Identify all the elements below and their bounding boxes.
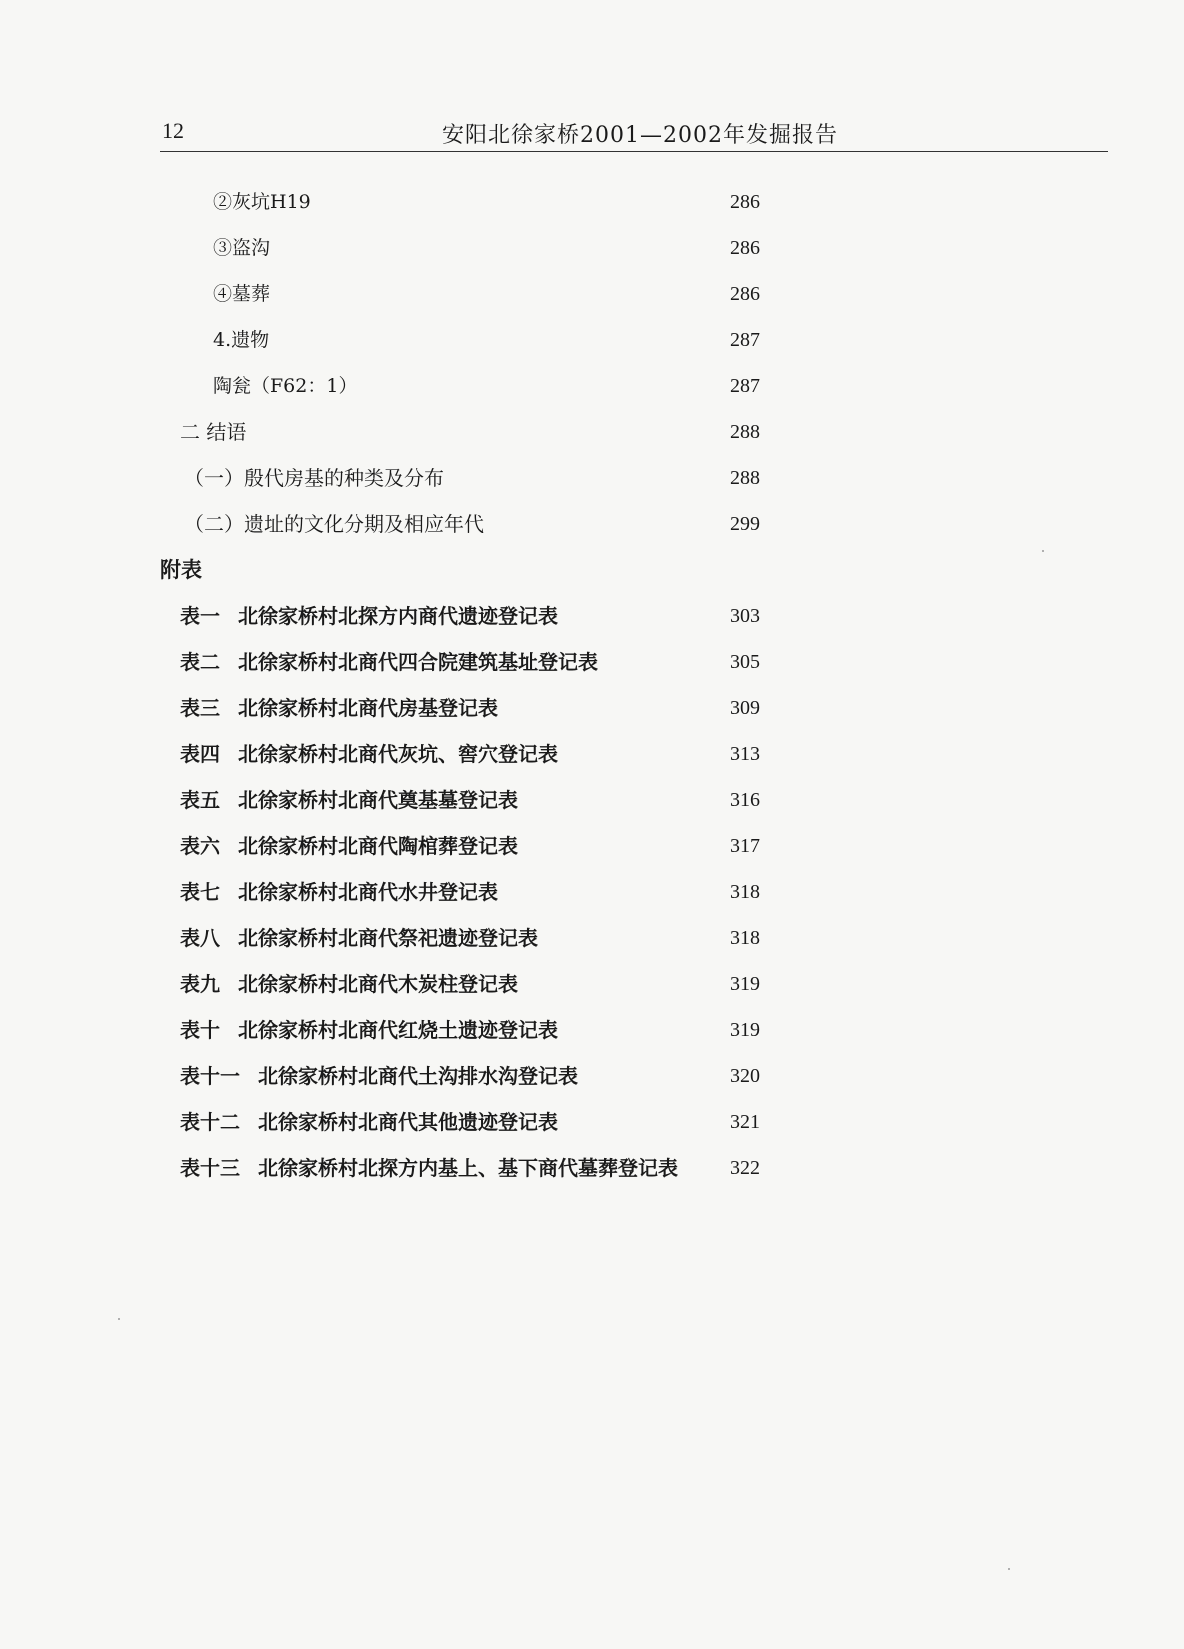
toc-entry-page: 286 xyxy=(730,283,760,305)
toc-entry-label: （二）遗址的文化分期及相应年代 xyxy=(184,512,484,536)
toc-entry-page: 313 xyxy=(730,743,760,765)
table-title: 北徐家桥村北商代土沟排水沟登记表 xyxy=(258,1064,578,1088)
table-number: 表十二 xyxy=(180,1110,240,1134)
table-number: 表九 xyxy=(180,972,220,996)
table-title: 北徐家桥村北商代红烧土遗迹登记表 xyxy=(238,1018,558,1042)
appendix-heading: 附表 xyxy=(160,557,202,582)
table-number: 表五 xyxy=(180,788,220,812)
toc-entry-page: 287 xyxy=(730,329,760,351)
table-title: 北徐家桥村北商代木炭柱登记表 xyxy=(238,972,518,996)
table-number: 表三 xyxy=(180,696,220,720)
toc-entry-page: 309 xyxy=(730,697,760,719)
toc-entry-page: 303 xyxy=(730,605,760,627)
table-title: 北徐家桥村北商代四合院建筑基址登记表 xyxy=(238,650,598,674)
table-number: 表十 xyxy=(180,1018,220,1042)
toc-entry-label: ④墓葬 xyxy=(213,283,271,305)
toc-entry-label: ③盗沟 xyxy=(213,237,271,259)
table-title: 北徐家桥村北商代其他遗迹登记表 xyxy=(258,1110,558,1134)
scan-speck xyxy=(1008,1568,1010,1570)
toc-entry-page: 317 xyxy=(730,835,760,857)
table-number: 表四 xyxy=(180,742,220,766)
toc-entry-page: 319 xyxy=(730,1019,760,1041)
table-number: 表十三 xyxy=(180,1156,240,1180)
table-title: 北徐家桥村北商代灰坑、窖穴登记表 xyxy=(238,742,558,766)
toc-entry-page: 305 xyxy=(730,651,760,673)
page-number: 12 xyxy=(162,118,184,143)
toc-entry-label: 陶瓮（F62：1） xyxy=(213,375,358,397)
toc-entry-page: 286 xyxy=(730,191,760,213)
table-title: 北徐家桥村北探方内基上、基下商代墓葬登记表 xyxy=(258,1156,678,1180)
toc-entry-page: 322 xyxy=(730,1157,760,1179)
toc-entry-page: 321 xyxy=(730,1111,760,1133)
table-number: 表八 xyxy=(180,926,220,950)
table-title: 北徐家桥村北商代祭祀遗迹登记表 xyxy=(238,926,538,950)
table-title: 北徐家桥村北商代水井登记表 xyxy=(238,880,498,904)
toc-entry-page: 318 xyxy=(730,881,760,903)
toc-entry-page: 288 xyxy=(730,467,760,489)
toc-entry-page: 319 xyxy=(730,973,760,995)
scan-speck xyxy=(118,1318,120,1320)
toc-entry-label: 4.遗物 xyxy=(213,329,270,351)
table-title: 北徐家桥村北商代房基登记表 xyxy=(238,696,498,720)
toc-entry-page: 316 xyxy=(730,789,760,811)
toc-entry-label: （一）殷代房基的种类及分布 xyxy=(184,466,444,490)
table-title: 北徐家桥村北探方内商代遗迹登记表 xyxy=(238,604,558,628)
toc-entry-page: 288 xyxy=(730,421,760,443)
toc-entry-page: 299 xyxy=(730,513,760,535)
toc-entry-label: ②灰坑H19 xyxy=(213,191,311,213)
toc-entry-page: 318 xyxy=(730,927,760,949)
table-number: 表十一 xyxy=(180,1064,240,1088)
table-number: 表七 xyxy=(180,880,220,904)
toc-section-label: 二 结语 xyxy=(180,420,247,444)
toc-entry-page: 287 xyxy=(730,375,760,397)
table-number: 表一 xyxy=(180,604,220,628)
scan-speck xyxy=(1042,550,1044,552)
toc-entry-page: 320 xyxy=(730,1065,760,1087)
running-title: 安阳北徐家桥2001—2002年发掘报告 xyxy=(442,123,838,148)
table-number: 表二 xyxy=(180,650,220,674)
toc-entry-page: 286 xyxy=(730,237,760,259)
table-number: 表六 xyxy=(180,834,220,858)
table-title: 北徐家桥村北商代奠基墓登记表 xyxy=(238,788,518,812)
table-title: 北徐家桥村北商代陶棺葬登记表 xyxy=(238,834,518,858)
